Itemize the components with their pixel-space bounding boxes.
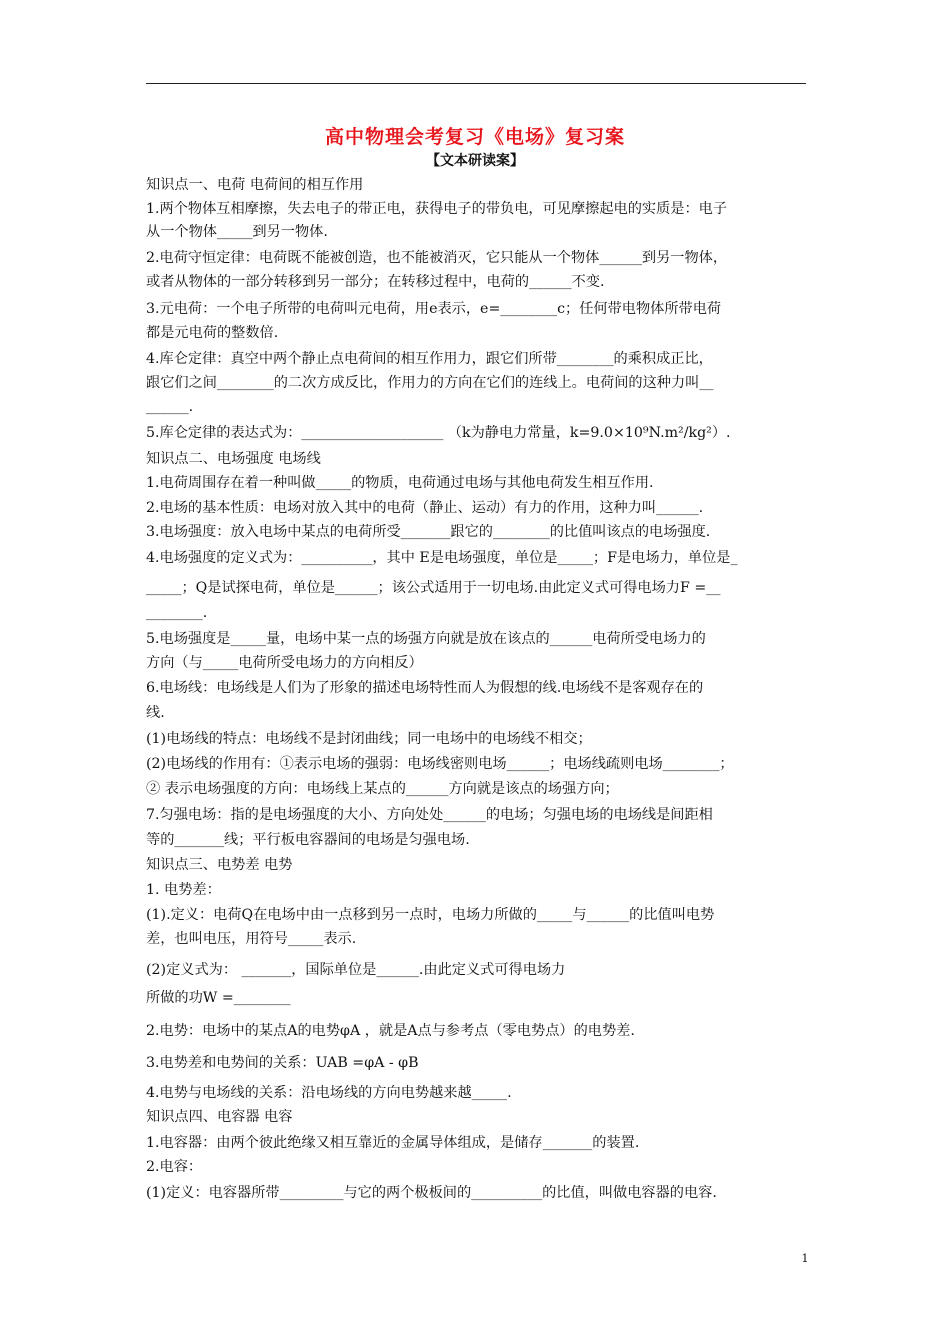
text-line: 7.匀强电场：指的是电场强度的大小、方向处处______的电场；匀强电场的电场线是间距相 bbox=[146, 807, 713, 823]
text-line: 或者从物体的一部分转移到另一部分；在转移过程中，电荷的______不变. bbox=[146, 274, 605, 290]
text-line: 方向（与_____电荷所受电场力的方向相反） bbox=[146, 655, 423, 671]
text-line: 等的_______线；平行板电容器间的电场是匀强电场. bbox=[146, 832, 470, 848]
text-line: 6.电场线：电场线是人们为了形象的描述电场特性而人为假想的线.电场线不是客观存在的 bbox=[146, 680, 704, 696]
header-rule bbox=[146, 83, 806, 84]
text-line: ② 表示电场强度的方向：电场线上某点的______方向就是该点的场强方向； bbox=[146, 781, 619, 797]
text-line: (2)电场线的作用有：①表示电场的强弱：电场线密则电场______；电场线疏则电场________； bbox=[146, 756, 734, 772]
text-line: 5.电场强度是_____量，电场中某一点的场强方向就是放在该点的______电荷所受电场力的 bbox=[146, 631, 706, 647]
page-number: 1 bbox=[801, 1252, 809, 1265]
page-title: 高中物理会考复习《电场》复习案 bbox=[324, 126, 625, 148]
page-subtitle: 【文本研读案】 bbox=[426, 153, 524, 169]
text-line: ______. bbox=[146, 399, 194, 415]
text-line: 差，也叫电压，用符号_____表示. bbox=[146, 931, 357, 947]
text-line: 2.电容： bbox=[146, 1159, 203, 1175]
text-line: (1).定义：电荷Q在电场中由一点移到另一点时，电场力所做的_____与______的比值叫电势 bbox=[146, 907, 715, 923]
section-heading: 知识点三、电势差 电势 bbox=[146, 857, 293, 873]
section-heading: 知识点四、电容器 电容 bbox=[146, 1109, 293, 1125]
text-line: 都是元电荷的整数倍. bbox=[146, 325, 279, 341]
text-line: 跟它们之间________的二次方成反比，作用力的方向在它们的连线上。电荷间的这种力叫__ bbox=[146, 375, 714, 391]
section-heading: 知识点二、电场强度 电场线 bbox=[146, 451, 321, 467]
text-line: 4.电场强度的定义式为：__________，其中 E是电场强度，单位是_____；F是电场力，单位是_ bbox=[146, 550, 738, 566]
text-line: 从一个物体_____到另一物体. bbox=[146, 224, 328, 240]
text-line: 2.电场的基本性质：电场对放入其中的电荷（静止、运动）有力的作用，这种力叫______. bbox=[146, 500, 704, 516]
text-line: (1)定义：电容器所带_________与它的两个极板间的__________的比值，叫做电容器的电容. bbox=[146, 1185, 717, 1201]
text-line: (2)定义式为： _______，国际单位是______.由此定义式可得电场力 bbox=[146, 962, 566, 978]
text-line: 2.电势：电场中的某点A的电势φA ，就是A点与参考点（零电势点）的电势差. bbox=[146, 1023, 635, 1039]
text-line: 线. bbox=[146, 705, 165, 721]
text-line: 4.电势与电场线的关系：沿电场线的方向电势越来越_____. bbox=[146, 1085, 512, 1101]
text-line: 3.电场强度：放入电场中某点的电荷所受_______跟它的________的比值叫该点的电场强度. bbox=[146, 524, 711, 540]
text-line: 4.库仑定律：真空中两个静止点电荷间的相互作用力，跟它们所带________的乘积成正比， bbox=[146, 351, 713, 367]
text-line: 1.电容器：由两个彼此绝缘又相互靠近的金属导体组成，是储存_______的装置. bbox=[146, 1135, 640, 1151]
section-heading: 知识点一、电荷 电荷间的相互作用 bbox=[146, 177, 364, 193]
text-line: 5.库仑定律的表达式为：____________________ （k为静电力常量，k=9.0×10⁹N.m²/kg²）. bbox=[146, 425, 731, 441]
text-line: 所做的功W =________ bbox=[146, 990, 291, 1006]
text-line: 3.电势差和电势间的关系：UAB =φA - φB bbox=[146, 1055, 419, 1071]
text-line: 1. 电势差： bbox=[146, 882, 221, 898]
text-line: 3.元电荷：一个电子所带的电荷叫元电荷，用e表示，e=________c；任何带电物体所带电荷 bbox=[146, 301, 722, 317]
text-line: ________. bbox=[146, 605, 208, 621]
text-line: (1)电场线的特点：电场线不是封闭曲线；同一电场中的电场线不相交； bbox=[146, 731, 592, 747]
text-line: _____；Q是试探电荷，单位是______；该公式适用于一切电场.由此定义式可得电场力F =__ bbox=[146, 580, 721, 596]
text-line: 2.电荷守恒定律：电荷既不能被创造，也不能被消灭，它只能从一个物体______到另一物体， bbox=[146, 250, 728, 266]
text-line: 1.电荷周围存在着一种叫做_____的物质，电荷通过电场与其他电荷发生相互作用. bbox=[146, 475, 654, 491]
text-line: 1.两个物体互相摩擦，失去电子的带正电，获得电子的带负电，可见摩擦起电的实质是：电子 bbox=[146, 201, 728, 217]
